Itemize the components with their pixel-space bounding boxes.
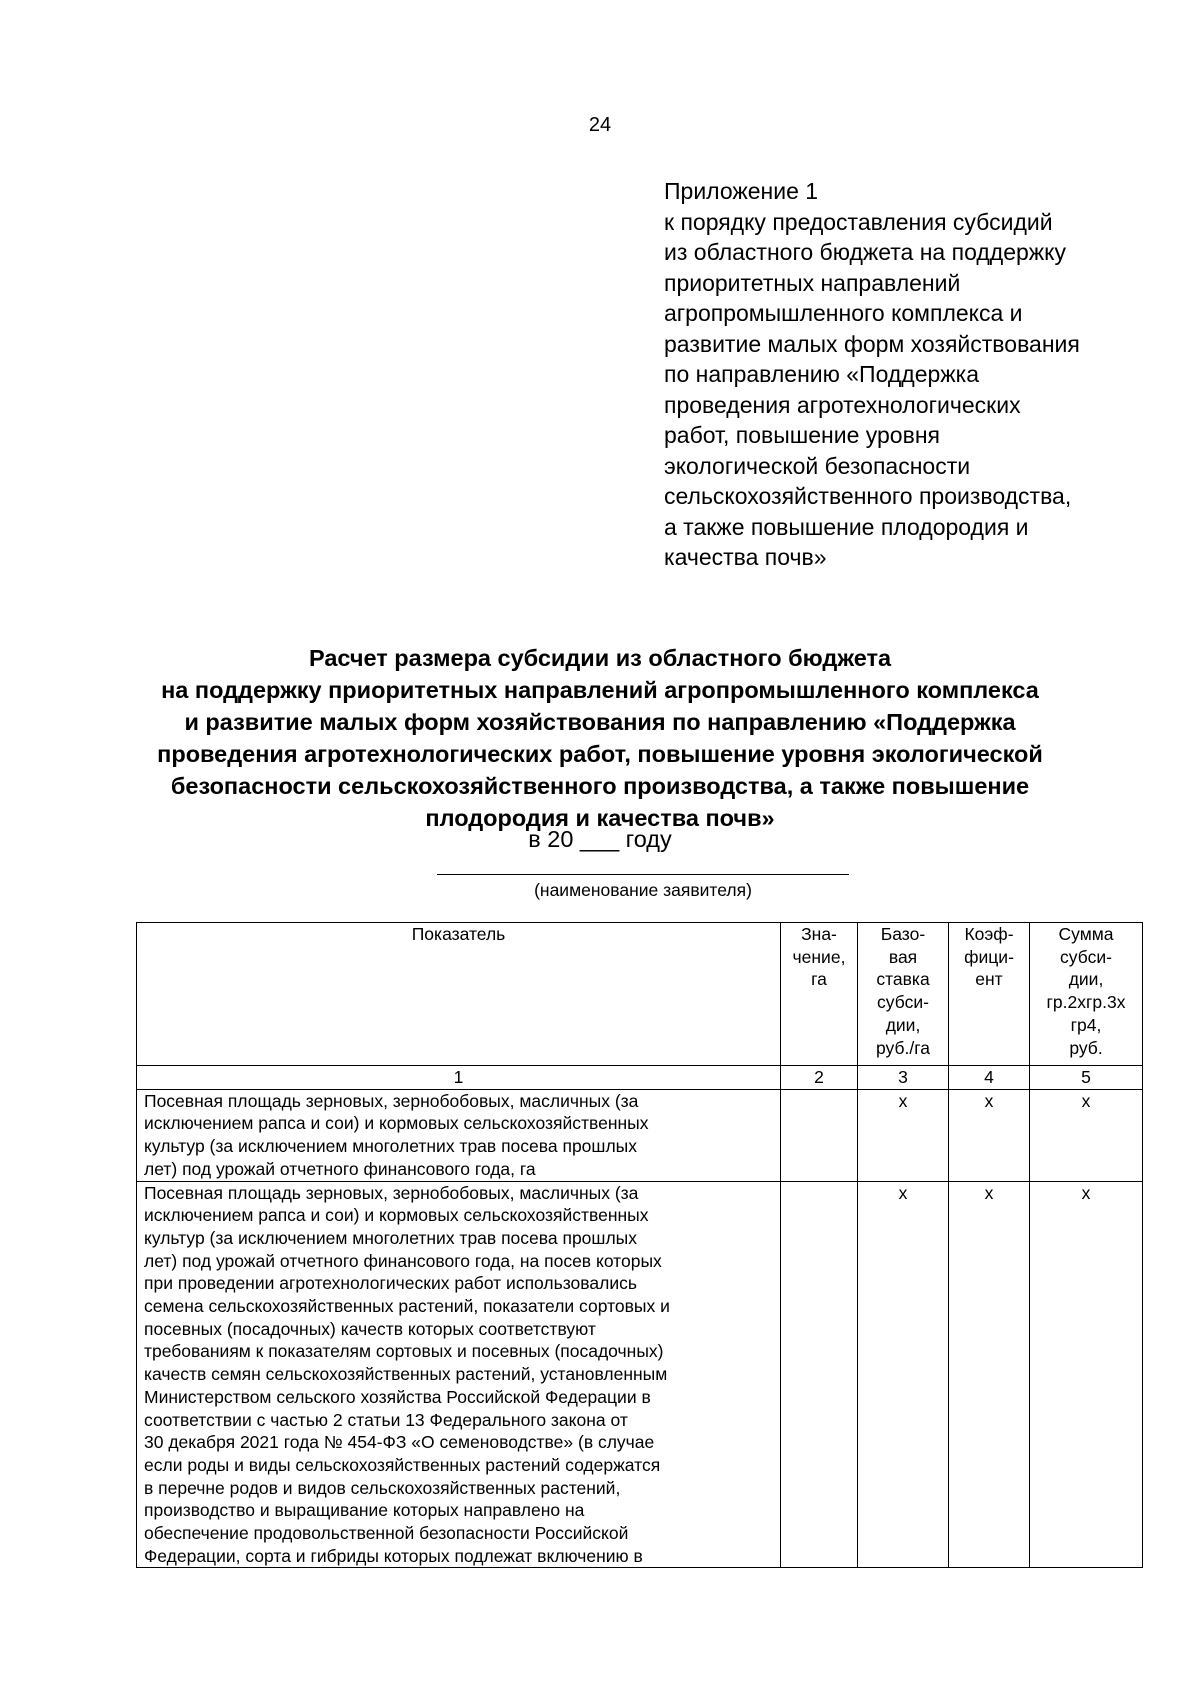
sum-cell: х — [1030, 1181, 1143, 1568]
column-number: 5 — [1030, 1066, 1143, 1090]
value-cell — [781, 1089, 858, 1181]
column-number: 3 — [858, 1066, 949, 1090]
indicator-cell: Посевная площадь зерновых, зернобобовых, масличных (за исключением рапса и сои) и кормовых сельскохозяйственных культур (за исключением многолетних трав посева прошлых лет) под урожай отчетного финансового года, на посев которых при проведении агротехнологических работ использовались семена сельскохозяйственных растений, показатели сортовых и посевных (посадочных) качеств которых соответствуют требованиям к показателям сортовых и посевных (посадочных) качеств семян сельскохозяйственных растений, установленным Министерством сельского хозяйства Российской Федерации в соответствии с частью 2 статьи 13 Федерального закона от 30 декабря 2021 года № 454-ФЗ «О семеноводстве» (в случае если роды и виды сельскохозяйственных растений содержатся в перечне родов и видов сельскохозяйственных растений, производство и выращивание которых направлено на обеспечение продовольственной безопасности Российской Федерации, сорта и гибриды которых подлежат включению в — [137, 1181, 781, 1568]
header-base-rate: Базо- вая ставка субси- дии, руб./га — [858, 923, 949, 1066]
title-line: проведения агротехнологических работ, повышение уровня экологической — [157, 741, 1043, 767]
appendix-line: сельскохозяйственного производства, — [664, 483, 1072, 509]
column-number: 2 — [781, 1066, 858, 1090]
sum-cell: х — [1030, 1089, 1143, 1181]
appendix-line: а также повышение плодородия и — [664, 513, 1029, 540]
header-value: Зна- чение, га — [781, 923, 858, 1066]
page-number: 24 — [588, 114, 612, 136]
header-indicator: Показатель — [137, 923, 781, 1066]
rate-cell: х — [858, 1181, 949, 1568]
applicant-blank-line — [437, 874, 849, 875]
appendix-line: приоритетных направлений — [664, 269, 961, 296]
coefficient-cell: х — [949, 1089, 1030, 1181]
header-subsidy-sum: Сумма субси- дии, гр.2хгр.3х гр4, руб. — [1030, 923, 1143, 1066]
title-line: безопасности сельскохозяйственного производства, а также повышение — [170, 773, 1030, 799]
document-title — [0, 642, 1200, 834]
table-row — [137, 1089, 1143, 1181]
appendix-line: качества почв» — [664, 544, 827, 570]
column-number: 1 — [137, 1066, 781, 1090]
title-line: плодородия и качества почв» — [425, 805, 775, 831]
column-number-row — [137, 1066, 1143, 1090]
appendix-line: Приложение 1 — [664, 178, 819, 204]
title-line: и развитие малых форм хозяйствования по направлению «Поддержка — [184, 709, 1016, 735]
table-row — [137, 1181, 1143, 1568]
appendix-line: экологической безопасности — [664, 452, 971, 479]
year-line: в 20 ___ году — [528, 826, 672, 852]
appendix-line: из областного бюджета на поддержку — [664, 239, 1066, 265]
appendix-line: работ, повышение уровня — [664, 422, 940, 448]
indicator-cell: Посевная площадь зерновых, зернобобовых, масличных (за исключением рапса и сои) и кормовых сельскохозяйственных культур (за исключением многолетних трав посева прошлых лет) под урожай отчетного финансового года, га — [137, 1089, 781, 1181]
appendix-line: агропромышленного комплекса и — [664, 300, 1023, 326]
column-number: 4 — [949, 1066, 1030, 1090]
rate-cell: х — [858, 1089, 949, 1181]
appendix-reference — [664, 176, 1184, 573]
appendix-line: проведения агротехнологических — [664, 391, 1021, 418]
appendix-line: по направлению «Поддержка — [664, 361, 980, 387]
appendix-line: развитие малых форм хозяйствования — [664, 330, 1080, 357]
title-line: на поддержку приоритетных направлений агропромышленного комплекса — [161, 677, 1039, 703]
coefficient-cell: х — [949, 1181, 1030, 1568]
value-cell — [781, 1181, 858, 1568]
applicant-caption: (наименование заявителя) — [534, 880, 752, 900]
appendix-line: к порядку предоставления субсидий — [664, 208, 1053, 235]
header-coefficient: Коэф- фици- ент — [949, 923, 1030, 1066]
title-line: Расчет размера субсидии из областного бюджета — [308, 645, 892, 671]
calculation-table — [136, 922, 1143, 1568]
table-header-row — [137, 923, 1143, 1066]
